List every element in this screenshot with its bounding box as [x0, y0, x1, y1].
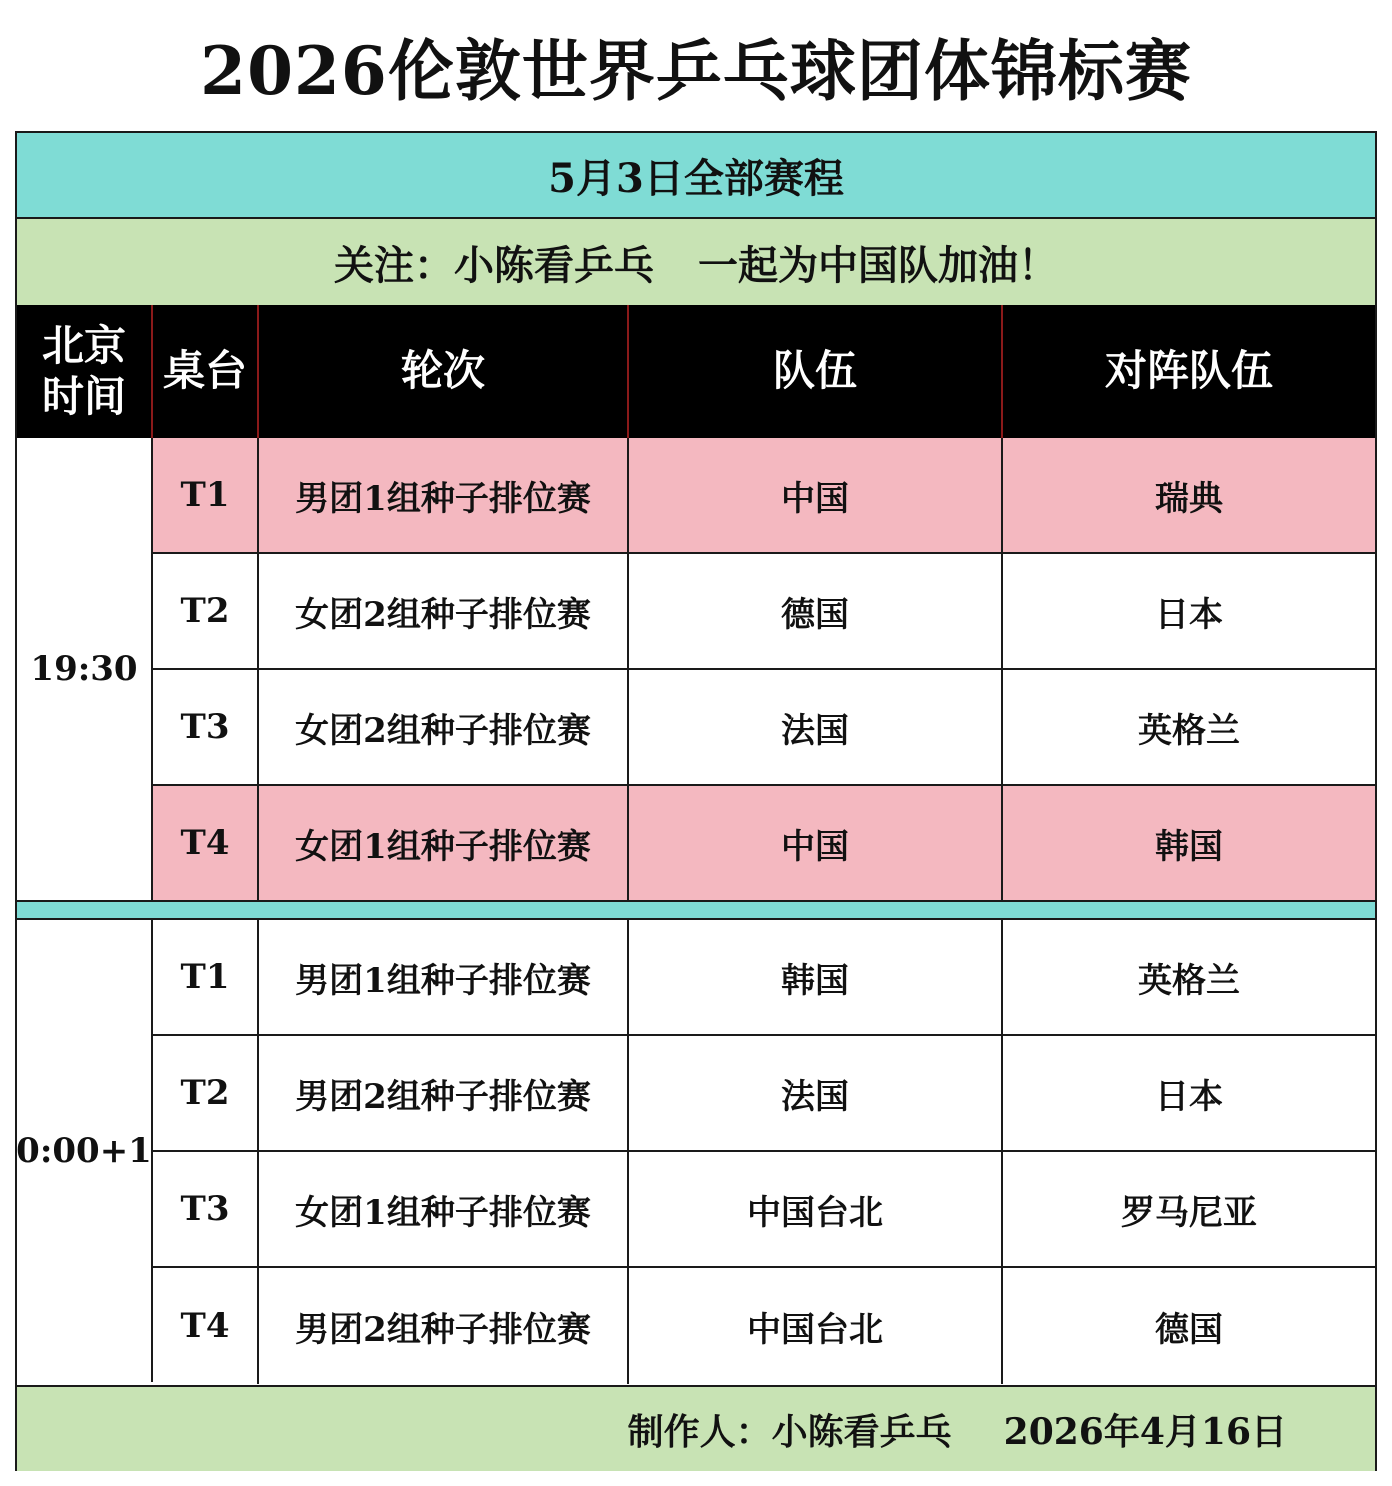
date-banner: 5月3日全部赛程: [17, 133, 1375, 219]
match-team-cell: 韩国: [629, 920, 1003, 1036]
page-title: 2026伦敦世界乒乓球团体锦标赛: [200, 31, 1192, 110]
match-round-cell: 男团1组种子排位赛: [259, 438, 629, 554]
footer-author: 制作人：小陈看乒乓: [627, 1410, 952, 1453]
header-table: 桌台: [153, 305, 259, 438]
match-table-cell: T2: [153, 554, 259, 670]
footer: [17, 1385, 1375, 1471]
match-round-cell: 女团2组种子排位赛: [259, 670, 629, 786]
match-round-cell: 女团1组种子排位赛: [259, 786, 629, 902]
match-round-cell: 女团1组种子排位赛: [259, 1152, 629, 1268]
match-team-cell: 法国: [629, 670, 1003, 786]
session-time: 19:30: [17, 438, 153, 900]
match-team-cell: 中国台北: [629, 1268, 1003, 1384]
match-opponent-cell: 韩国: [1003, 786, 1375, 902]
match-opponent-cell: 瑞典: [1003, 438, 1375, 554]
match-round-cell: 男团2组种子排位赛: [259, 1268, 629, 1384]
match-table-cell: T3: [153, 670, 259, 786]
match-opponent-cell: 日本: [1003, 1036, 1375, 1152]
session-divider: [17, 900, 1375, 920]
match-table-cell: T4: [153, 1268, 259, 1384]
match-team-cell: 中国台北: [629, 1152, 1003, 1268]
schedule-table: [15, 131, 1377, 1471]
header-time-line1: 北京: [41, 321, 126, 371]
match-opponent-cell: 英格兰: [1003, 670, 1375, 786]
match-round-cell: 女团2组种子排位赛: [259, 554, 629, 670]
notice-banner: [17, 219, 1375, 305]
match-table-cell: T3: [153, 1152, 259, 1268]
match-opponent-cell: 英格兰: [1003, 920, 1375, 1036]
match-table-cell: T1: [153, 920, 259, 1036]
header-opponent: 对阵队伍: [1003, 305, 1375, 438]
notice-follow: 关注：小陈看乒乓: [334, 241, 654, 289]
match-round-cell: 男团1组种子排位赛: [259, 920, 629, 1036]
match-team-cell: 中国: [629, 438, 1003, 554]
header-time-line2: 时间: [41, 371, 126, 421]
notice-cheer: 一起为中国队加油！: [698, 241, 1058, 289]
match-table-cell: T2: [153, 1036, 259, 1152]
match-team-cell: 德国: [629, 554, 1003, 670]
header-round: 轮次: [259, 305, 629, 438]
match-opponent-cell: 日本: [1003, 554, 1375, 670]
session-time: 0:00+1: [17, 920, 153, 1382]
match-table-cell: T1: [153, 438, 259, 554]
match-team-cell: 法国: [629, 1036, 1003, 1152]
header-team: 队伍: [629, 305, 1003, 438]
match-table-cell: T4: [153, 786, 259, 902]
match-team-cell: 中国: [629, 786, 1003, 902]
match-round-cell: 男团2组种子排位赛: [259, 1036, 629, 1152]
match-opponent-cell: 德国: [1003, 1268, 1375, 1384]
footer-date: 2026年4月16日: [1003, 1410, 1287, 1453]
header-time: [17, 305, 153, 438]
match-opponent-cell: 罗马尼亚: [1003, 1152, 1375, 1268]
